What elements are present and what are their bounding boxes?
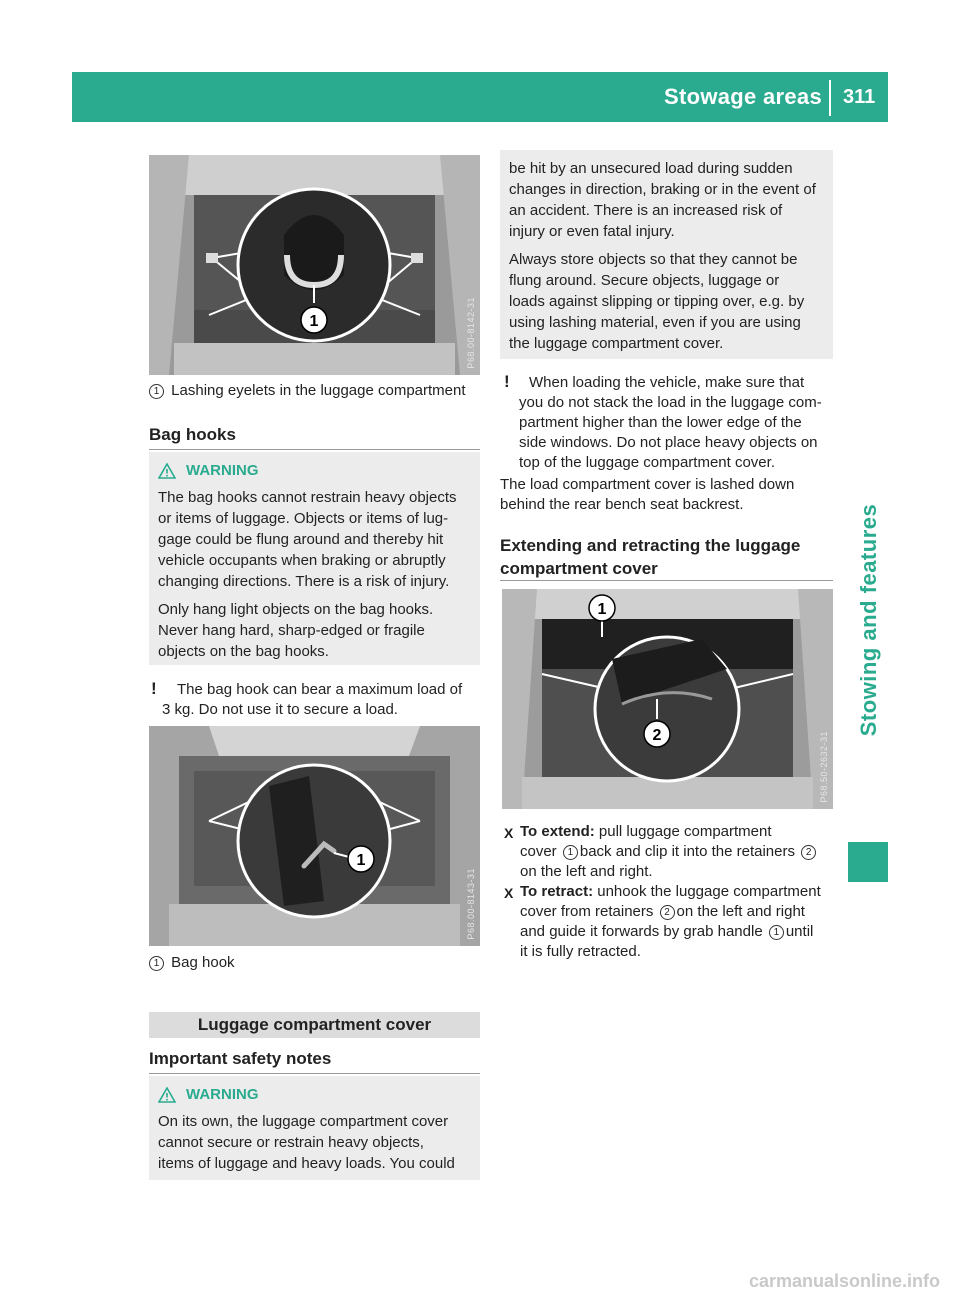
warning-triangle-icon xyxy=(158,463,176,479)
image-callout: 1 xyxy=(356,852,366,869)
caption-text: Bag hook xyxy=(171,954,235,971)
subsection-heading-safety: Important safety notes xyxy=(149,1049,332,1068)
caption-text: Lashing eyelets in the luggage compartment xyxy=(171,382,466,399)
page-number: 311 xyxy=(843,86,876,108)
heading-rule xyxy=(500,580,833,581)
warning-label: WARNING xyxy=(186,1086,259,1103)
heading-rule xyxy=(149,449,480,450)
warning-label: WARNING xyxy=(186,462,259,479)
warning-header xyxy=(158,1086,259,1103)
step-retract: To retract: unhook the luggage compartment cover from retainers 2 on the left and right and guide it forwards by grab handle 1 until it is fully retracted. xyxy=(520,883,821,960)
callout-number: 2 xyxy=(801,845,816,860)
notice-icon: ! xyxy=(151,679,157,698)
body-paragraph: The load compartment cover is lashed down behind the rear bench seat backrest. xyxy=(500,476,795,513)
notice-text-cont: 3 kg. Do not use it to secure a load. xyxy=(162,701,398,718)
warning-header xyxy=(158,462,259,479)
section-band-title: Luggage compartment cover xyxy=(197,1015,432,1034)
header-divider xyxy=(829,80,831,116)
image-callout: 1 xyxy=(597,601,607,618)
image-code: P68.50-2632-31 xyxy=(819,731,829,803)
image-code: P68.00-8143-31 xyxy=(466,868,476,940)
heading-rule xyxy=(149,1073,480,1074)
notice-text: When loading the vehicle, make sure that xyxy=(529,374,805,391)
notice-text-cont: you do not stack the load in the luggage com- partment higher than the lower edge of the side windows. Do not place heavy objects on top of the luggage compartment cover. xyxy=(519,394,822,471)
notice-text: The bag hook can bear a maximum load of xyxy=(177,681,463,698)
callout-number: 1 xyxy=(563,845,578,860)
section-band xyxy=(149,1012,480,1038)
chapter-tab-label: Stowing and features xyxy=(856,503,882,737)
callout-number: 1 xyxy=(769,925,784,940)
luggage-cover-photo xyxy=(502,589,833,809)
image-callout: 1 xyxy=(309,313,319,330)
figure-caption xyxy=(149,382,466,399)
callout-number: 1 xyxy=(149,956,164,971)
section-heading-extend-retract: Extending and retracting the luggage compartment cover xyxy=(500,536,801,578)
bag-hook-photo xyxy=(149,726,480,946)
callout-number: 2 xyxy=(660,905,675,920)
warning-triangle-icon xyxy=(158,1087,176,1103)
step-bullet: X xyxy=(504,885,514,901)
callout-number: 1 xyxy=(149,384,164,399)
chapter-tab-marker xyxy=(848,842,888,882)
section-title: Stowage areas xyxy=(664,84,822,109)
notice-icon: ! xyxy=(504,372,510,391)
step-extend: To extend: pull luggage compartment cover 1 back and clip it into the retainers 2 on the left and right. xyxy=(520,822,838,882)
section-heading-bag-hooks: Bag hooks xyxy=(149,425,236,444)
image-code: P68.00-8142-31 xyxy=(466,297,476,369)
warning-text: The bag hooks cannot restrain heavy objects or items of luggage. Objects or items of lug- gage could be flung around and thereby hit vehicle occupants when braking or abruptly changing directions. There is a risk of injury. Only hang light objects on the bag hooks. Never hang hard, sharp-edged or fragile objects on the bag hooks. xyxy=(158,489,457,660)
step-bullet: X xyxy=(504,825,514,841)
chapter-tab xyxy=(853,470,885,770)
figure-caption xyxy=(149,954,235,971)
warning-text: On its own, the luggage compartment cover cannot secure or restrain heavy objects, items of luggage and heavy loads. You could xyxy=(158,1113,455,1172)
image-callout: 2 xyxy=(652,727,662,744)
lashing-eyelets-photo xyxy=(149,155,480,375)
warning-text: be hit by an unsecured load during sudden changes in direction, braking or in the event of an accident. There is an increased risk of injury or even fatal injury. Always store objects so that they cannot be flung around. Secure objects, luggage or loads against slipping or tipping over, e.g. by using lashing material, even if you are using the luggage compartment cover. xyxy=(509,160,816,352)
watermark: carmanualsonline.info xyxy=(748,1271,940,1291)
